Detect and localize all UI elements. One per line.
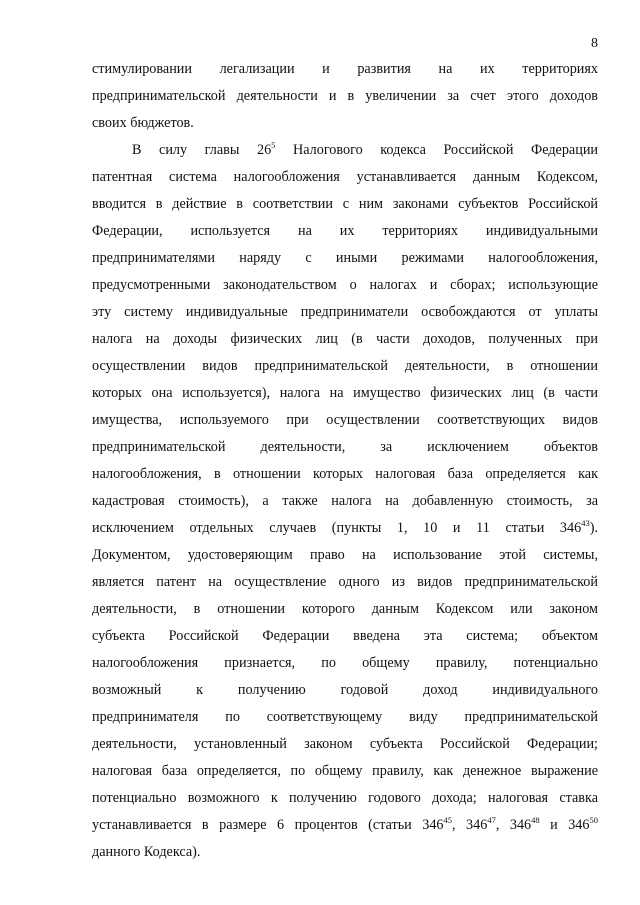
text-line: налогообложения, в отношении которых налоговая база определяется как [92,466,598,482]
text-line: Федерации, используется на их территориях индивидуальными [92,223,598,239]
text-line: Документом, удостоверяющим право на использование этой системы, [92,547,598,563]
text-line: патентная система налогообложения устанавливается данным Кодексом, [92,169,598,185]
text-line: В силу главы $26^5$ Налогового кодекса Российской Федерации [132,140,598,158]
text-line: предпринимательской деятельности и в увеличении за счет этого доходов [92,88,598,104]
superscript: 47 [487,815,496,825]
text-line: налоговая база определяется, по общему правилу, как денежное выражение [92,763,598,779]
text-line: возможный к получению годовой доход индивидуального [92,682,598,698]
text-line: устанавливается в размере 6 процентов (статьи $346^{45}$, $346^{47}$, $346^{48}$ и $346^{50}$ [92,815,598,833]
superscript: 48 [531,815,540,825]
text-line: налогообложения признается, по общему правилу, потенциально [92,655,598,671]
superscript: 50 [589,815,598,825]
text-line: предпринимателями наряду с иными режимами налогообложения, [92,250,598,266]
text-line: которых она используется), налога на имущество физических лиц (в части [92,385,598,401]
text-line: предпринимателя по соответствующему виду предпринимательской [92,709,598,725]
text-line: налога на доходы физических лиц (в части доходов, полученных при [92,331,598,347]
superscript: 5 [271,140,276,150]
text-line: осуществлении видов предпринимательской деятельности, в отношении [92,358,598,374]
superscript: 45 [443,815,453,825]
page-number: 8 [591,36,598,51]
text-line: субъекта Российской Федерации введена эта система; объектом [92,628,598,644]
superscript: 43 [581,518,590,528]
text-line: своих бюджетов. [92,115,194,131]
text-line: потенциально возможного к получению годового дохода; налоговая ставка [92,790,598,806]
text-line: стимулировании легализации и развития на их территориях [92,61,598,77]
text-line: имущества, используемого при осуществлении соответствующих видов [92,412,598,428]
text-line: вводится в действие в соответствии с ним законами субъектов Российской [92,196,598,212]
text-line: предусмотренными законодательством о налогах и сборах; использующие [92,277,598,293]
text-line: предпринимательской деятельности, за исключением объектов [92,439,598,455]
text-line: исключением отдельных случаев (пункты 1, 10 и 11 статьи $346^{43}$). [92,518,598,536]
text-line: деятельности, установленный законом субъекта Российской Федерации; [92,736,598,752]
text-line: эту систему индивидуальные предприниматели освобождаются от уплаты [92,304,598,320]
text-line: кадастровая стоимость), а также налога на добавленную стоимость, за [92,493,598,509]
text-line: деятельности, в отношении которого данным Кодексом или законом [92,601,598,617]
text-line: является патент на осуществление одного из видов предпринимательской [92,574,598,590]
text-line: данного Кодекса). [92,844,201,860]
